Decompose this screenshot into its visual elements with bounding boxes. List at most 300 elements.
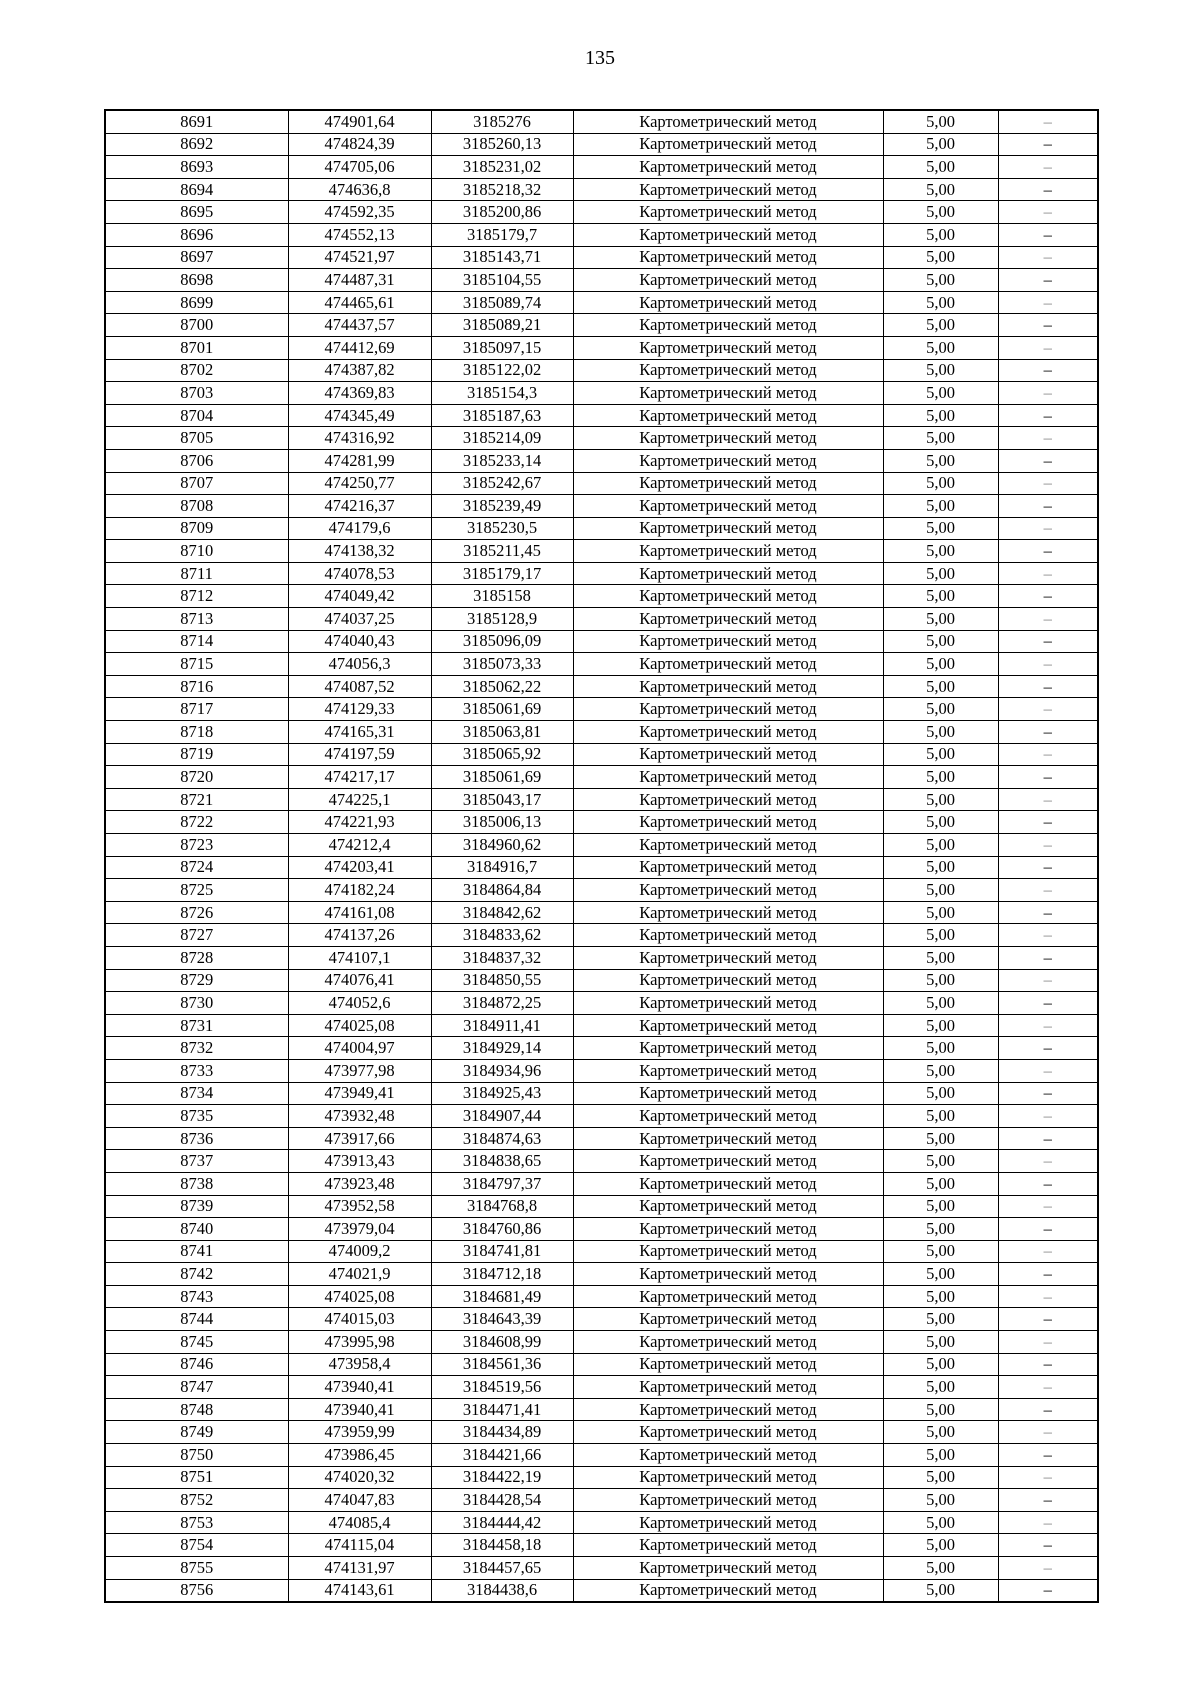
dash-cell: – xyxy=(998,269,1098,292)
dash-cell: – xyxy=(998,946,1098,969)
dash-cell: – xyxy=(998,1218,1098,1241)
point-number-cell: 8717 xyxy=(105,698,288,721)
method-cell: Картометрический метод xyxy=(573,562,883,585)
point-number-cell: 8746 xyxy=(105,1353,288,1376)
method-cell: Картометрический метод xyxy=(573,1037,883,1060)
method-cell: Картометрический метод xyxy=(573,743,883,766)
accuracy-cell: 5,00 xyxy=(883,1353,998,1376)
coordinates-table xyxy=(104,109,1099,1603)
dash-cell: – xyxy=(998,133,1098,156)
dash-cell: – xyxy=(998,1466,1098,1489)
method-cell: Картометрический метод xyxy=(573,133,883,156)
point-number-cell: 8706 xyxy=(105,449,288,472)
method-cell: Картометрический метод xyxy=(573,1150,883,1173)
dash-cell: – xyxy=(998,314,1098,337)
x-coordinate-cell: 473940,41 xyxy=(288,1376,431,1399)
dash-cell: – xyxy=(998,1331,1098,1354)
x-coordinate-cell: 474131,97 xyxy=(288,1557,431,1580)
method-cell: Картометрический метод xyxy=(573,811,883,834)
x-coordinate-cell: 474047,83 xyxy=(288,1489,431,1512)
table-row xyxy=(105,743,1098,766)
dash-cell: – xyxy=(998,562,1098,585)
y-coordinate-cell: 3184608,99 xyxy=(431,1331,573,1354)
accuracy-cell: 5,00 xyxy=(883,1240,998,1263)
dash-cell: – xyxy=(998,1353,1098,1376)
accuracy-cell: 5,00 xyxy=(883,630,998,653)
dash-cell: – xyxy=(998,1511,1098,1534)
y-coordinate-cell: 3184712,18 xyxy=(431,1263,573,1286)
method-cell: Картометрический метод xyxy=(573,291,883,314)
point-number-cell: 8704 xyxy=(105,404,288,427)
table-row xyxy=(105,1127,1098,1150)
point-number-cell: 8744 xyxy=(105,1308,288,1331)
dash-cell: – xyxy=(998,1195,1098,1218)
dash-cell: – xyxy=(998,1240,1098,1263)
table-row xyxy=(105,156,1098,179)
method-cell: Картометрический метод xyxy=(573,427,883,450)
accuracy-cell: 5,00 xyxy=(883,336,998,359)
table-row xyxy=(105,698,1098,721)
method-cell: Картометрический метод xyxy=(573,1376,883,1399)
y-coordinate-cell: 3185089,21 xyxy=(431,314,573,337)
method-cell: Картометрический метод xyxy=(573,1218,883,1241)
table-row xyxy=(105,1511,1098,1534)
point-number-cell: 8728 xyxy=(105,946,288,969)
y-coordinate-cell: 3184929,14 xyxy=(431,1037,573,1060)
table-row xyxy=(105,178,1098,201)
y-coordinate-cell: 3184837,32 xyxy=(431,946,573,969)
y-coordinate-cell: 3185065,92 xyxy=(431,743,573,766)
table-row xyxy=(105,1489,1098,1512)
y-coordinate-cell: 3184907,44 xyxy=(431,1105,573,1128)
method-cell: Картометрический метод xyxy=(573,946,883,969)
dash-cell: – xyxy=(998,721,1098,744)
accuracy-cell: 5,00 xyxy=(883,1059,998,1082)
y-coordinate-cell: 3185061,69 xyxy=(431,766,573,789)
accuracy-cell: 5,00 xyxy=(883,1263,998,1286)
x-coordinate-cell: 474107,1 xyxy=(288,946,431,969)
point-number-cell: 8697 xyxy=(105,246,288,269)
method-cell: Картометрический метод xyxy=(573,1127,883,1150)
dash-cell: – xyxy=(998,1489,1098,1512)
y-coordinate-cell: 3185200,86 xyxy=(431,201,573,224)
table-row xyxy=(105,1240,1098,1263)
x-coordinate-cell: 473923,48 xyxy=(288,1172,431,1195)
dash-cell: – xyxy=(998,1285,1098,1308)
point-number-cell: 8724 xyxy=(105,856,288,879)
point-number-cell: 8754 xyxy=(105,1534,288,1557)
y-coordinate-cell: 3185043,17 xyxy=(431,788,573,811)
table-row xyxy=(105,585,1098,608)
table-row xyxy=(105,1308,1098,1331)
method-cell: Картометрический метод xyxy=(573,223,883,246)
y-coordinate-cell: 3185242,67 xyxy=(431,472,573,495)
point-number-cell: 8734 xyxy=(105,1082,288,1105)
accuracy-cell: 5,00 xyxy=(883,1037,998,1060)
table-row xyxy=(105,992,1098,1015)
dash-cell: – xyxy=(998,675,1098,698)
x-coordinate-cell: 474203,41 xyxy=(288,856,431,879)
method-cell: Картометрический метод xyxy=(573,1331,883,1354)
accuracy-cell: 5,00 xyxy=(883,1014,998,1037)
method-cell: Картометрический метод xyxy=(573,201,883,224)
table-row xyxy=(105,382,1098,405)
method-cell: Картометрический метод xyxy=(573,653,883,676)
method-cell: Картометрический метод xyxy=(573,856,883,879)
x-coordinate-cell: 474212,4 xyxy=(288,834,431,857)
method-cell: Картометрический метод xyxy=(573,788,883,811)
method-cell: Картометрический метод xyxy=(573,1511,883,1534)
table-row xyxy=(105,133,1098,156)
table-row xyxy=(105,834,1098,857)
table-row xyxy=(105,359,1098,382)
y-coordinate-cell: 3184741,81 xyxy=(431,1240,573,1263)
y-coordinate-cell: 3185231,02 xyxy=(431,156,573,179)
y-coordinate-cell: 3185158 xyxy=(431,585,573,608)
method-cell: Картометрический метод xyxy=(573,630,883,653)
method-cell: Картометрический метод xyxy=(573,472,883,495)
x-coordinate-cell: 474115,04 xyxy=(288,1534,431,1557)
method-cell: Картометрический метод xyxy=(573,1444,883,1467)
dash-cell: – xyxy=(998,1534,1098,1557)
point-number-cell: 8740 xyxy=(105,1218,288,1241)
x-coordinate-cell: 474705,06 xyxy=(288,156,431,179)
point-number-cell: 8714 xyxy=(105,630,288,653)
y-coordinate-cell: 3185006,13 xyxy=(431,811,573,834)
point-number-cell: 8709 xyxy=(105,517,288,540)
point-number-cell: 8749 xyxy=(105,1421,288,1444)
x-coordinate-cell: 474179,6 xyxy=(288,517,431,540)
y-coordinate-cell: 3184838,65 xyxy=(431,1150,573,1173)
point-number-cell: 8719 xyxy=(105,743,288,766)
point-number-cell: 8750 xyxy=(105,1444,288,1467)
x-coordinate-cell: 474345,49 xyxy=(288,404,431,427)
dash-cell: – xyxy=(998,1398,1098,1421)
accuracy-cell: 5,00 xyxy=(883,178,998,201)
table-row xyxy=(105,110,1098,133)
x-coordinate-cell: 474316,92 xyxy=(288,427,431,450)
accuracy-cell: 5,00 xyxy=(883,834,998,857)
y-coordinate-cell: 3185122,02 xyxy=(431,359,573,382)
table-row xyxy=(105,404,1098,427)
method-cell: Картометрический метод xyxy=(573,992,883,1015)
point-number-cell: 8738 xyxy=(105,1172,288,1195)
x-coordinate-cell: 474020,32 xyxy=(288,1466,431,1489)
y-coordinate-cell: 3184434,89 xyxy=(431,1421,573,1444)
point-number-cell: 8701 xyxy=(105,336,288,359)
dash-cell: – xyxy=(998,1308,1098,1331)
point-number-cell: 8736 xyxy=(105,1127,288,1150)
x-coordinate-cell: 474009,2 xyxy=(288,1240,431,1263)
table-row xyxy=(105,1195,1098,1218)
y-coordinate-cell: 3184874,63 xyxy=(431,1127,573,1150)
dash-cell: – xyxy=(998,359,1098,382)
x-coordinate-cell: 474901,64 xyxy=(288,110,431,133)
table-row xyxy=(105,653,1098,676)
dash-cell: – xyxy=(998,1059,1098,1082)
table-row xyxy=(105,924,1098,947)
y-coordinate-cell: 3184960,62 xyxy=(431,834,573,857)
dash-cell: – xyxy=(998,766,1098,789)
accuracy-cell: 5,00 xyxy=(883,1398,998,1421)
point-number-cell: 8692 xyxy=(105,133,288,156)
accuracy-cell: 5,00 xyxy=(883,721,998,744)
method-cell: Картометрический метод xyxy=(573,1263,883,1286)
table-row xyxy=(105,223,1098,246)
point-number-cell: 8694 xyxy=(105,178,288,201)
table-row xyxy=(105,427,1098,450)
accuracy-cell: 5,00 xyxy=(883,382,998,405)
x-coordinate-cell: 474182,24 xyxy=(288,879,431,902)
point-number-cell: 8756 xyxy=(105,1579,288,1602)
point-number-cell: 8748 xyxy=(105,1398,288,1421)
dash-cell: – xyxy=(998,901,1098,924)
point-number-cell: 8732 xyxy=(105,1037,288,1060)
method-cell: Картометрический метод xyxy=(573,1082,883,1105)
point-number-cell: 8747 xyxy=(105,1376,288,1399)
x-coordinate-cell: 473979,04 xyxy=(288,1218,431,1241)
accuracy-cell: 5,00 xyxy=(883,698,998,721)
point-number-cell: 8708 xyxy=(105,495,288,518)
y-coordinate-cell: 3184561,36 xyxy=(431,1353,573,1376)
point-number-cell: 8691 xyxy=(105,110,288,133)
y-coordinate-cell: 3185097,15 xyxy=(431,336,573,359)
point-number-cell: 8733 xyxy=(105,1059,288,1082)
y-coordinate-cell: 3184842,62 xyxy=(431,901,573,924)
table-row xyxy=(105,1421,1098,1444)
accuracy-cell: 5,00 xyxy=(883,562,998,585)
method-cell: Картометрический метод xyxy=(573,495,883,518)
point-number-cell: 8723 xyxy=(105,834,288,857)
dash-cell: – xyxy=(998,1150,1098,1173)
dash-cell: – xyxy=(998,585,1098,608)
dash-cell: – xyxy=(998,992,1098,1015)
dash-cell: – xyxy=(998,178,1098,201)
method-cell: Картометрический метод xyxy=(573,1466,883,1489)
accuracy-cell: 5,00 xyxy=(883,1308,998,1331)
table-row xyxy=(105,472,1098,495)
point-number-cell: 8696 xyxy=(105,223,288,246)
point-number-cell: 8721 xyxy=(105,788,288,811)
x-coordinate-cell: 473913,43 xyxy=(288,1150,431,1173)
dash-cell: – xyxy=(998,969,1098,992)
accuracy-cell: 5,00 xyxy=(883,540,998,563)
method-cell: Картометрический метод xyxy=(573,721,883,744)
x-coordinate-cell: 474521,97 xyxy=(288,246,431,269)
method-cell: Картометрический метод xyxy=(573,1421,883,1444)
dash-cell: – xyxy=(998,1127,1098,1150)
table-row xyxy=(105,856,1098,879)
table-row xyxy=(105,721,1098,744)
table-row xyxy=(105,946,1098,969)
x-coordinate-cell: 474225,1 xyxy=(288,788,431,811)
x-coordinate-cell: 474129,33 xyxy=(288,698,431,721)
point-number-cell: 8731 xyxy=(105,1014,288,1037)
method-cell: Картометрический метод xyxy=(573,1489,883,1512)
table-row xyxy=(105,879,1098,902)
x-coordinate-cell: 474636,8 xyxy=(288,178,431,201)
y-coordinate-cell: 3184438,6 xyxy=(431,1579,573,1602)
accuracy-cell: 5,00 xyxy=(883,1511,998,1534)
point-number-cell: 8703 xyxy=(105,382,288,405)
table-row xyxy=(105,1285,1098,1308)
table-row xyxy=(105,766,1098,789)
accuracy-cell: 5,00 xyxy=(883,269,998,292)
accuracy-cell: 5,00 xyxy=(883,359,998,382)
x-coordinate-cell: 474021,9 xyxy=(288,1263,431,1286)
y-coordinate-cell: 3185143,71 xyxy=(431,246,573,269)
table-row xyxy=(105,201,1098,224)
point-number-cell: 8726 xyxy=(105,901,288,924)
point-number-cell: 8722 xyxy=(105,811,288,834)
method-cell: Картометрический метод xyxy=(573,1172,883,1195)
table-row xyxy=(105,495,1098,518)
x-coordinate-cell: 474085,4 xyxy=(288,1511,431,1534)
accuracy-cell: 5,00 xyxy=(883,1127,998,1150)
point-number-cell: 8729 xyxy=(105,969,288,992)
accuracy-cell: 5,00 xyxy=(883,788,998,811)
method-cell: Картометрический метод xyxy=(573,924,883,947)
accuracy-cell: 5,00 xyxy=(883,156,998,179)
y-coordinate-cell: 3184681,49 xyxy=(431,1285,573,1308)
accuracy-cell: 5,00 xyxy=(883,1285,998,1308)
dash-cell: – xyxy=(998,1376,1098,1399)
accuracy-cell: 5,00 xyxy=(883,743,998,766)
method-cell: Картометрический метод xyxy=(573,1308,883,1331)
dash-cell: – xyxy=(998,811,1098,834)
x-coordinate-cell: 473917,66 xyxy=(288,1127,431,1150)
accuracy-cell: 5,00 xyxy=(883,1218,998,1241)
y-coordinate-cell: 3184833,62 xyxy=(431,924,573,947)
dash-cell: – xyxy=(998,1014,1098,1037)
table-row xyxy=(105,336,1098,359)
x-coordinate-cell: 474250,77 xyxy=(288,472,431,495)
accuracy-cell: 5,00 xyxy=(883,811,998,834)
dash-cell: – xyxy=(998,743,1098,766)
dash-cell: – xyxy=(998,472,1098,495)
x-coordinate-cell: 473952,58 xyxy=(288,1195,431,1218)
y-coordinate-cell: 3185211,45 xyxy=(431,540,573,563)
dash-cell: – xyxy=(998,653,1098,676)
method-cell: Картометрический метод xyxy=(573,404,883,427)
point-number-cell: 8752 xyxy=(105,1489,288,1512)
point-number-cell: 8715 xyxy=(105,653,288,676)
dash-cell: – xyxy=(998,1082,1098,1105)
y-coordinate-cell: 3184768,8 xyxy=(431,1195,573,1218)
y-coordinate-cell: 3184760,86 xyxy=(431,1218,573,1241)
dash-cell: – xyxy=(998,223,1098,246)
dash-cell: – xyxy=(998,630,1098,653)
point-number-cell: 8705 xyxy=(105,427,288,450)
point-number-cell: 8707 xyxy=(105,472,288,495)
table-row xyxy=(105,540,1098,563)
dash-cell: – xyxy=(998,698,1098,721)
y-coordinate-cell: 3185062,22 xyxy=(431,675,573,698)
dash-cell: – xyxy=(998,608,1098,631)
coordinates-table-body xyxy=(105,110,1098,1602)
x-coordinate-cell: 474138,32 xyxy=(288,540,431,563)
x-coordinate-cell: 473949,41 xyxy=(288,1082,431,1105)
x-coordinate-cell: 474221,93 xyxy=(288,811,431,834)
dash-cell: – xyxy=(998,1444,1098,1467)
accuracy-cell: 5,00 xyxy=(883,946,998,969)
method-cell: Картометрический метод xyxy=(573,879,883,902)
accuracy-cell: 5,00 xyxy=(883,110,998,133)
dash-cell: – xyxy=(998,1421,1098,1444)
dash-cell: – xyxy=(998,517,1098,540)
accuracy-cell: 5,00 xyxy=(883,1331,998,1354)
method-cell: Картометрический метод xyxy=(573,449,883,472)
method-cell: Картометрический метод xyxy=(573,336,883,359)
x-coordinate-cell: 473958,4 xyxy=(288,1353,431,1376)
table-row xyxy=(105,1376,1098,1399)
method-cell: Картометрический метод xyxy=(573,1105,883,1128)
point-number-cell: 8713 xyxy=(105,608,288,631)
y-coordinate-cell: 3184864,84 xyxy=(431,879,573,902)
y-coordinate-cell: 3184428,54 xyxy=(431,1489,573,1512)
accuracy-cell: 5,00 xyxy=(883,1195,998,1218)
table-row xyxy=(105,675,1098,698)
y-coordinate-cell: 3185154,3 xyxy=(431,382,573,405)
dash-cell: – xyxy=(998,1172,1098,1195)
table-row xyxy=(105,1014,1098,1037)
accuracy-cell: 5,00 xyxy=(883,585,998,608)
accuracy-cell: 5,00 xyxy=(883,1557,998,1580)
point-number-cell: 8730 xyxy=(105,992,288,1015)
dash-cell: – xyxy=(998,427,1098,450)
accuracy-cell: 5,00 xyxy=(883,766,998,789)
point-number-cell: 8741 xyxy=(105,1240,288,1263)
y-coordinate-cell: 3184444,42 xyxy=(431,1511,573,1534)
accuracy-cell: 5,00 xyxy=(883,133,998,156)
accuracy-cell: 5,00 xyxy=(883,495,998,518)
y-coordinate-cell: 3185073,33 xyxy=(431,653,573,676)
x-coordinate-cell: 474015,03 xyxy=(288,1308,431,1331)
method-cell: Картометрический метод xyxy=(573,156,883,179)
dash-cell: – xyxy=(998,404,1098,427)
method-cell: Картометрический метод xyxy=(573,834,883,857)
y-coordinate-cell: 3185218,32 xyxy=(431,178,573,201)
x-coordinate-cell: 474078,53 xyxy=(288,562,431,585)
method-cell: Картометрический метод xyxy=(573,1398,883,1421)
x-coordinate-cell: 474369,83 xyxy=(288,382,431,405)
point-number-cell: 8742 xyxy=(105,1263,288,1286)
table-row xyxy=(105,1105,1098,1128)
x-coordinate-cell: 474387,82 xyxy=(288,359,431,382)
dash-cell: – xyxy=(998,1579,1098,1602)
method-cell: Картометрический метод xyxy=(573,585,883,608)
table-row xyxy=(105,562,1098,585)
table-row xyxy=(105,1172,1098,1195)
x-coordinate-cell: 474025,08 xyxy=(288,1285,431,1308)
x-coordinate-cell: 473995,98 xyxy=(288,1331,431,1354)
accuracy-cell: 5,00 xyxy=(883,427,998,450)
point-number-cell: 8693 xyxy=(105,156,288,179)
method-cell: Картометрический метод xyxy=(573,517,883,540)
method-cell: Картометрический метод xyxy=(573,246,883,269)
x-coordinate-cell: 474487,31 xyxy=(288,269,431,292)
y-coordinate-cell: 3184911,41 xyxy=(431,1014,573,1037)
dash-cell: – xyxy=(998,1263,1098,1286)
x-coordinate-cell: 474137,26 xyxy=(288,924,431,947)
x-coordinate-cell: 474281,99 xyxy=(288,449,431,472)
y-coordinate-cell: 3184916,7 xyxy=(431,856,573,879)
method-cell: Картометрический метод xyxy=(573,178,883,201)
method-cell: Картометрический метод xyxy=(573,698,883,721)
accuracy-cell: 5,00 xyxy=(883,1376,998,1399)
point-number-cell: 8702 xyxy=(105,359,288,382)
accuracy-cell: 5,00 xyxy=(883,314,998,337)
